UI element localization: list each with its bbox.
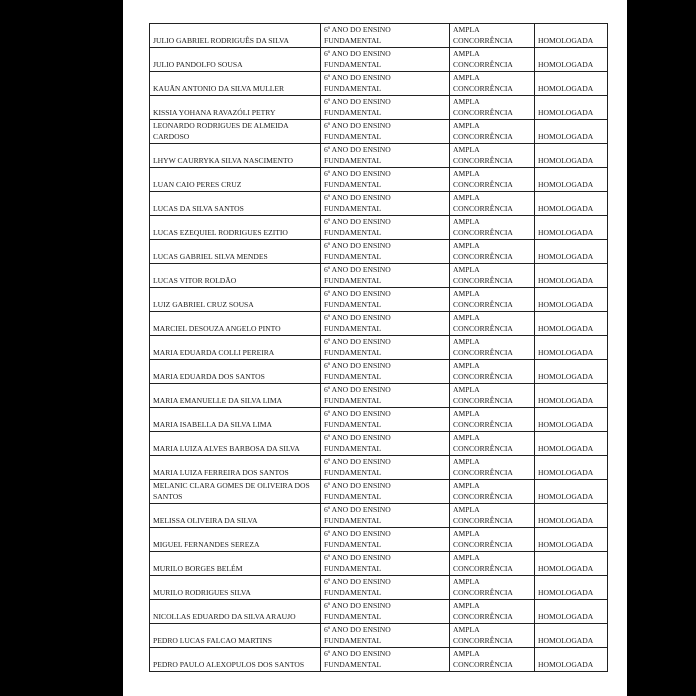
- category-cell: [450, 552, 535, 576]
- candidate-name-cell: MELANIC CLARA GOMES DE OLIVEIRA DOS SANTOS: [150, 480, 321, 504]
- grade-line-2: FUNDAMENTAL: [324, 444, 382, 453]
- status-cell: HOMOLOGADA: [535, 120, 608, 144]
- category-cell: [450, 144, 535, 168]
- candidate-name-cell: MURILO BORGES BELÉM: [150, 552, 321, 576]
- category-line-1: AMPLA: [453, 289, 480, 298]
- category-line-1: AMPLA: [453, 601, 480, 610]
- candidate-name-cell: LUCAS EZEQUIEL RODRIGUES EZITIO: [150, 216, 321, 240]
- candidate-name-cell: JULIO GABRIEL RODRIGUÊS DA SILVA: [150, 24, 321, 48]
- grade-line-1: 6º ANO DO ENSINO: [324, 481, 391, 490]
- status-cell: HOMOLOGADA: [535, 144, 608, 168]
- category-cell: [450, 168, 535, 192]
- category-line-2: CONCORRÊNCIA: [453, 204, 513, 213]
- table-row: [150, 600, 608, 624]
- grade-line-2: FUNDAMENTAL: [324, 228, 382, 237]
- grade-cell: [321, 24, 450, 48]
- grade-line-2: FUNDAMENTAL: [324, 516, 382, 525]
- category-line-1: AMPLA: [453, 361, 480, 370]
- status-cell: HOMOLOGADA: [535, 240, 608, 264]
- status-cell: HOMOLOGADA: [535, 216, 608, 240]
- category-cell: [450, 504, 535, 528]
- category-line-1: AMPLA: [453, 409, 480, 418]
- category-line-2: CONCORRÊNCIA: [453, 540, 513, 549]
- grade-line-2: FUNDAMENTAL: [324, 468, 382, 477]
- status-cell: HOMOLOGADA: [535, 312, 608, 336]
- grade-line-1: 6º ANO DO ENSINO: [324, 625, 391, 634]
- grade-line-1: 6º ANO DO ENSINO: [324, 601, 391, 610]
- grade-line-2: FUNDAMENTAL: [324, 612, 382, 621]
- candidate-name-cell: PEDRO PAULO ALEXOPULOS DOS SANTOS: [150, 648, 321, 672]
- category-line-1: AMPLA: [453, 625, 480, 634]
- category-line-1: AMPLA: [453, 169, 480, 178]
- grade-line-2: FUNDAMENTAL: [324, 588, 382, 597]
- grade-line-1: 6º ANO DO ENSINO: [324, 433, 391, 442]
- grade-cell: [321, 624, 450, 648]
- table-row: [150, 288, 608, 312]
- category-line-2: CONCORRÊNCIA: [453, 660, 513, 669]
- grade-cell: [321, 360, 450, 384]
- category-line-2: CONCORRÊNCIA: [453, 492, 513, 501]
- category-line-2: CONCORRÊNCIA: [453, 396, 513, 405]
- status-cell: HOMOLOGADA: [535, 288, 608, 312]
- grade-cell: [321, 384, 450, 408]
- grade-line-1: 6º ANO DO ENSINO: [324, 553, 391, 562]
- grade-line-2: FUNDAMENTAL: [324, 84, 382, 93]
- category-line-2: CONCORRÊNCIA: [453, 228, 513, 237]
- grade-line-1: 6º ANO DO ENSINO: [324, 577, 391, 586]
- table-row: [150, 240, 608, 264]
- grade-line-1: 6º ANO DO ENSINO: [324, 73, 391, 82]
- grade-line-2: FUNDAMENTAL: [324, 180, 382, 189]
- grade-line-2: FUNDAMENTAL: [324, 276, 382, 285]
- status-cell: HOMOLOGADA: [535, 360, 608, 384]
- category-line-2: CONCORRÊNCIA: [453, 252, 513, 261]
- status-cell: HOMOLOGADA: [535, 600, 608, 624]
- grade-line-2: FUNDAMENTAL: [324, 396, 382, 405]
- table-row: [150, 168, 608, 192]
- candidate-name-cell: MARIA EDUARDA COLLI PEREIRA: [150, 336, 321, 360]
- category-line-1: AMPLA: [453, 553, 480, 562]
- category-cell: [450, 288, 535, 312]
- category-line-1: AMPLA: [453, 649, 480, 658]
- grade-cell: [321, 192, 450, 216]
- grade-cell: [321, 600, 450, 624]
- candidate-name-cell: MARIA EMANUELLE DA SILVA LIMA: [150, 384, 321, 408]
- table-row: [150, 192, 608, 216]
- table-row: [150, 24, 608, 48]
- status-cell: HOMOLOGADA: [535, 648, 608, 672]
- status-cell: HOMOLOGADA: [535, 192, 608, 216]
- candidate-name-cell: MIGUEL FERNANDES SEREZA: [150, 528, 321, 552]
- category-line-1: AMPLA: [453, 145, 480, 154]
- grade-line-1: 6º ANO DO ENSINO: [324, 289, 391, 298]
- category-cell: [450, 192, 535, 216]
- status-cell: HOMOLOGADA: [535, 480, 608, 504]
- category-cell: [450, 96, 535, 120]
- category-line-1: AMPLA: [453, 265, 480, 274]
- status-cell: HOMOLOGADA: [535, 336, 608, 360]
- status-cell: HOMOLOGADA: [535, 504, 608, 528]
- status-cell: HOMOLOGADA: [535, 96, 608, 120]
- grade-line-1: 6º ANO DO ENSINO: [324, 193, 391, 202]
- category-line-1: AMPLA: [453, 481, 480, 490]
- candidate-name-cell: LHYW CAURRYKA SILVA NASCIMENTO: [150, 144, 321, 168]
- grade-line-1: 6º ANO DO ENSINO: [324, 361, 391, 370]
- category-line-2: CONCORRÊNCIA: [453, 612, 513, 621]
- category-line-1: AMPLA: [453, 97, 480, 106]
- table-body: [150, 24, 608, 672]
- candidate-name-cell: KISSIA YOHANA RAVAZÓLI PETRY: [150, 96, 321, 120]
- status-cell: HOMOLOGADA: [535, 552, 608, 576]
- table-row: [150, 96, 608, 120]
- grade-line-1: 6º ANO DO ENSINO: [324, 505, 391, 514]
- table-row: [150, 216, 608, 240]
- grade-line-2: FUNDAMENTAL: [324, 108, 382, 117]
- category-line-2: CONCORRÊNCIA: [453, 588, 513, 597]
- grade-cell: [321, 456, 450, 480]
- category-line-2: CONCORRÊNCIA: [453, 180, 513, 189]
- category-line-2: CONCORRÊNCIA: [453, 372, 513, 381]
- grade-cell: [321, 72, 450, 96]
- grade-line-2: FUNDAMENTAL: [324, 492, 382, 501]
- grade-line-1: 6º ANO DO ENSINO: [324, 145, 391, 154]
- category-line-2: CONCORRÊNCIA: [453, 36, 513, 45]
- table-row: [150, 336, 608, 360]
- grade-cell: [321, 408, 450, 432]
- candidate-name-cell: NICOLLAS EDUARDO DA SILVA ARAUJO: [150, 600, 321, 624]
- table-row: [150, 120, 608, 144]
- grade-line-2: FUNDAMENTAL: [324, 636, 382, 645]
- candidates-table: [149, 23, 608, 672]
- category-line-1: AMPLA: [453, 577, 480, 586]
- grade-cell: [321, 528, 450, 552]
- category-cell: [450, 528, 535, 552]
- category-cell: [450, 600, 535, 624]
- category-cell: [450, 312, 535, 336]
- category-cell: [450, 336, 535, 360]
- category-line-2: CONCORRÊNCIA: [453, 300, 513, 309]
- category-line-1: AMPLA: [453, 529, 480, 538]
- category-line-1: AMPLA: [453, 73, 480, 82]
- status-cell: HOMOLOGADA: [535, 72, 608, 96]
- grade-line-1: 6º ANO DO ENSINO: [324, 121, 391, 130]
- table-row: [150, 624, 608, 648]
- grade-line-2: FUNDAMENTAL: [324, 420, 382, 429]
- category-cell: [450, 384, 535, 408]
- candidate-name-cell: MARIA ISABELLA DA SILVA LIMA: [150, 408, 321, 432]
- category-line-2: CONCORRÊNCIA: [453, 108, 513, 117]
- category-cell: [450, 648, 535, 672]
- category-cell: [450, 408, 535, 432]
- category-line-1: AMPLA: [453, 385, 480, 394]
- grade-line-1: 6º ANO DO ENSINO: [324, 409, 391, 418]
- status-cell: HOMOLOGADA: [535, 264, 608, 288]
- category-cell: [450, 360, 535, 384]
- status-cell: HOMOLOGADA: [535, 456, 608, 480]
- candidate-name-cell: MURILO RODRIGUES SILVA: [150, 576, 321, 600]
- category-cell: [450, 480, 535, 504]
- grade-line-2: FUNDAMENTAL: [324, 252, 382, 261]
- grade-cell: [321, 552, 450, 576]
- category-line-2: CONCORRÊNCIA: [453, 156, 513, 165]
- grade-line-1: 6º ANO DO ENSINO: [324, 25, 391, 34]
- grade-line-2: FUNDAMENTAL: [324, 36, 382, 45]
- category-line-2: CONCORRÊNCIA: [453, 132, 513, 141]
- candidate-name-cell: LUCAS DA SILVA SANTOS: [150, 192, 321, 216]
- category-line-1: AMPLA: [453, 25, 480, 34]
- category-line-2: CONCORRÊNCIA: [453, 84, 513, 93]
- category-line-2: CONCORRÊNCIA: [453, 516, 513, 525]
- grade-line-1: 6º ANO DO ENSINO: [324, 313, 391, 322]
- grade-cell: [321, 288, 450, 312]
- candidate-name-cell: LUCAS VITOR ROLDÃO: [150, 264, 321, 288]
- status-cell: HOMOLOGADA: [535, 408, 608, 432]
- grade-line-2: FUNDAMENTAL: [324, 372, 382, 381]
- table-row: [150, 504, 608, 528]
- grade-cell: [321, 216, 450, 240]
- candidate-name-cell: MARIA LUIZA ALVES BARBOSA DA SILVA: [150, 432, 321, 456]
- table-row: [150, 648, 608, 672]
- candidate-name-cell: PEDRO LUCAS FALCAO MARTINS: [150, 624, 321, 648]
- category-cell: [450, 240, 535, 264]
- table-row: [150, 144, 608, 168]
- category-line-1: AMPLA: [453, 241, 480, 250]
- document-page: [123, 0, 627, 696]
- grade-line-1: 6º ANO DO ENSINO: [324, 217, 391, 226]
- category-line-2: CONCORRÊNCIA: [453, 348, 513, 357]
- category-cell: [450, 264, 535, 288]
- category-line-2: CONCORRÊNCIA: [453, 444, 513, 453]
- table-row: [150, 312, 608, 336]
- grade-line-2: FUNDAMENTAL: [324, 324, 382, 333]
- category-line-2: CONCORRÊNCIA: [453, 420, 513, 429]
- table-row: [150, 408, 608, 432]
- grade-cell: [321, 480, 450, 504]
- status-cell: HOMOLOGADA: [535, 384, 608, 408]
- grade-line-1: 6º ANO DO ENSINO: [324, 457, 391, 466]
- grade-cell: [321, 144, 450, 168]
- status-cell: HOMOLOGADA: [535, 528, 608, 552]
- grade-line-2: FUNDAMENTAL: [324, 300, 382, 309]
- category-cell: [450, 48, 535, 72]
- grade-line-2: FUNDAMENTAL: [324, 204, 382, 213]
- table-row: [150, 72, 608, 96]
- grade-cell: [321, 168, 450, 192]
- grade-cell: [321, 240, 450, 264]
- category-line-1: AMPLA: [453, 193, 480, 202]
- category-cell: [450, 624, 535, 648]
- grade-cell: [321, 648, 450, 672]
- status-cell: HOMOLOGADA: [535, 432, 608, 456]
- grade-line-1: 6º ANO DO ENSINO: [324, 97, 391, 106]
- category-line-1: AMPLA: [453, 217, 480, 226]
- candidate-name-cell: LUCAS GABRIEL SILVA MENDES: [150, 240, 321, 264]
- table-row: [150, 384, 608, 408]
- category-cell: [450, 456, 535, 480]
- category-line-1: AMPLA: [453, 505, 480, 514]
- category-cell: [450, 72, 535, 96]
- grade-line-1: 6º ANO DO ENSINO: [324, 169, 391, 178]
- category-line-2: CONCORRÊNCIA: [453, 636, 513, 645]
- candidate-name-cell: KAUÃN ANTONIO DA SILVA MULLER: [150, 72, 321, 96]
- status-cell: HOMOLOGADA: [535, 168, 608, 192]
- table-row: [150, 432, 608, 456]
- grade-line-1: 6º ANO DO ENSINO: [324, 337, 391, 346]
- category-cell: [450, 576, 535, 600]
- category-line-1: AMPLA: [453, 457, 480, 466]
- grade-line-1: 6º ANO DO ENSINO: [324, 529, 391, 538]
- category-cell: [450, 216, 535, 240]
- table-row: [150, 48, 608, 72]
- category-cell: [450, 120, 535, 144]
- table-row: [150, 552, 608, 576]
- candidate-name-cell: MARIA EDUARDA DOS SANTOS: [150, 360, 321, 384]
- candidate-name-cell: LUAN CAIO PERES CRUZ: [150, 168, 321, 192]
- grade-cell: [321, 120, 450, 144]
- grade-cell: [321, 48, 450, 72]
- candidate-name-cell: MARIA LUIZA FERREIRA DOS SANTOS: [150, 456, 321, 480]
- grade-line-1: 6º ANO DO ENSINO: [324, 49, 391, 58]
- grade-line-2: FUNDAMENTAL: [324, 660, 382, 669]
- grade-line-1: 6º ANO DO ENSINO: [324, 649, 391, 658]
- grade-line-1: 6º ANO DO ENSINO: [324, 385, 391, 394]
- category-line-1: AMPLA: [453, 49, 480, 58]
- grade-cell: [321, 96, 450, 120]
- category-line-1: AMPLA: [453, 433, 480, 442]
- grade-line-2: FUNDAMENTAL: [324, 540, 382, 549]
- candidate-name-cell: JULIO PANDOLFO SOUSA: [150, 48, 321, 72]
- category-line-1: AMPLA: [453, 337, 480, 346]
- candidate-name-cell: MARCIEL DESOUZA ANGELO PINTO: [150, 312, 321, 336]
- status-cell: HOMOLOGADA: [535, 576, 608, 600]
- grade-line-2: FUNDAMENTAL: [324, 348, 382, 357]
- grade-cell: [321, 264, 450, 288]
- grade-line-2: FUNDAMENTAL: [324, 60, 382, 69]
- table-row: [150, 480, 608, 504]
- grade-cell: [321, 504, 450, 528]
- category-cell: [450, 24, 535, 48]
- category-line-2: CONCORRÊNCIA: [453, 324, 513, 333]
- status-cell: HOMOLOGADA: [535, 624, 608, 648]
- category-line-2: CONCORRÊNCIA: [453, 564, 513, 573]
- candidate-name-cell: MELISSA OLIVEIRA DA SILVA: [150, 504, 321, 528]
- category-line-2: CONCORRÊNCIA: [453, 276, 513, 285]
- table-row: [150, 576, 608, 600]
- grade-cell: [321, 336, 450, 360]
- category-line-1: AMPLA: [453, 313, 480, 322]
- grade-line-2: FUNDAMENTAL: [324, 132, 382, 141]
- status-cell: HOMOLOGADA: [535, 24, 608, 48]
- grade-cell: [321, 432, 450, 456]
- grade-line-1: 6º ANO DO ENSINO: [324, 265, 391, 274]
- candidate-name-cell: LUIZ GABRIEL CRUZ SOUSA: [150, 288, 321, 312]
- table-row: [150, 456, 608, 480]
- category-line-2: CONCORRÊNCIA: [453, 60, 513, 69]
- category-cell: [450, 432, 535, 456]
- category-line-1: AMPLA: [453, 121, 480, 130]
- category-line-2: CONCORRÊNCIA: [453, 468, 513, 477]
- table-row: [150, 528, 608, 552]
- grade-line-2: FUNDAMENTAL: [324, 156, 382, 165]
- table-row: [150, 264, 608, 288]
- table-row: [150, 360, 608, 384]
- grade-line-1: 6º ANO DO ENSINO: [324, 241, 391, 250]
- status-cell: HOMOLOGADA: [535, 48, 608, 72]
- grade-line-2: FUNDAMENTAL: [324, 564, 382, 573]
- grade-cell: [321, 312, 450, 336]
- candidate-name-cell: LEONARDO RODRIGUES DE ALMEIDA CARDOSO: [150, 120, 321, 144]
- grade-cell: [321, 576, 450, 600]
